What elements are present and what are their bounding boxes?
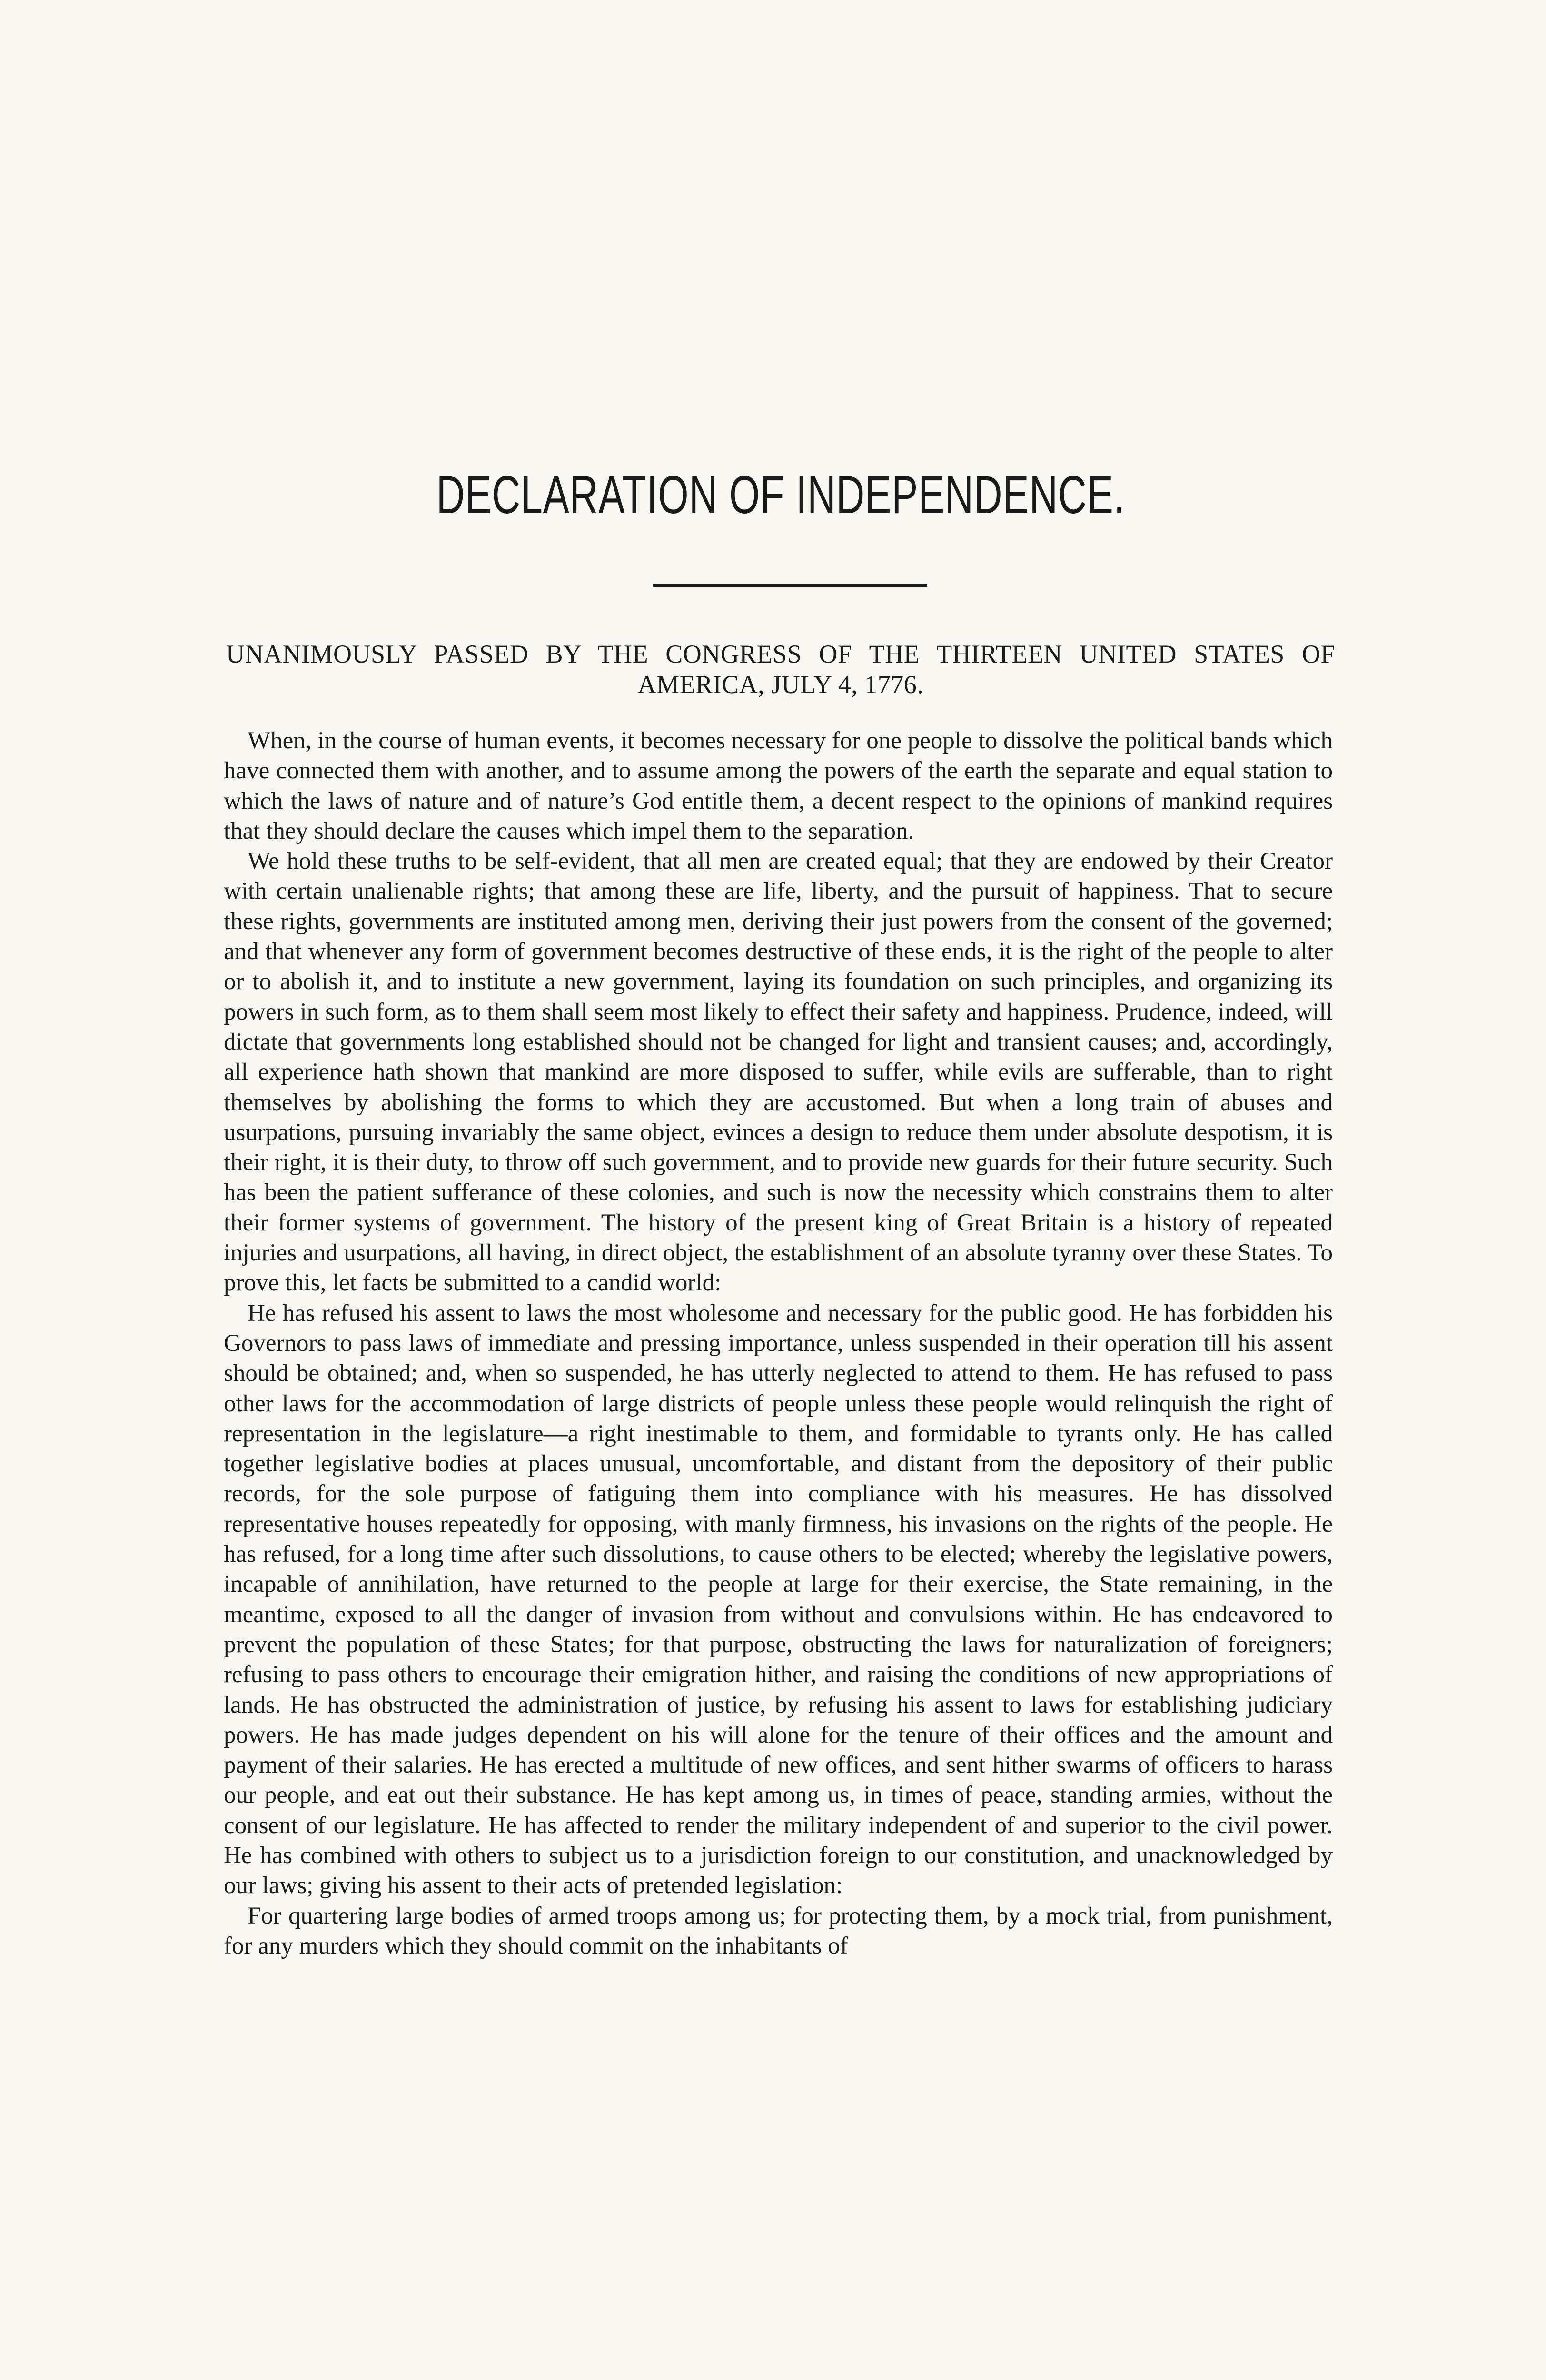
paragraph: When, in the course of human events, it becomes necessary for one people to dissolve the political bands which have connected them with another, and to assume among the powers of the earth the separate and equal station to which the laws of nature and of nature’s God entitle them, a decent respect to the opinions of mankind requires that they should declare the causes which impel them to the separation.: [224, 727, 1333, 844]
paragraph: We hold these truths to be self-evident, that all men are created equal; that they are endowed by their Creator with certain unalienable rights; that among these are life, liberty, and the pursuit of happiness. That to secure these rights, governments are instituted among men, deriving their just powers from the consent of the governed; and that whenever any form of government becomes destructive of these ends, it is the right of the people to alter or to abolish it, and to institute a new government, laying its foundation on such principles, and organizing its powers in such form, as to them shall seem most likely to effect their safety and happiness. Prudence, indeed, will dictate that governments long established should not be changed for light and transient causes; and, accordingly, all experience hath shown that mankind are more disposed to suffer, while evils are sufferable, than to right themselves by abolishing the forms to which they are accustomed. But when a long train of abuses and usurpations, pursuing invariably the same object, evinces a design to reduce them under absolute despotism, it is their right, it is their duty, to throw off such government, and to provide new guards for their future security. Such has been the patient sufferance of these colonies, and such is now the necessity which constrains them to alter their former systems of government. The history of the present king of Great Britain is a history of repeated injuries and usurpations, all having, in direct object, the establishment of an absolute tyranny over these States. To prove this, let facts be submitted to a candid world:: [224, 848, 1333, 1297]
page-title: DECLARATION OF INDEPENDENCE.: [436, 465, 1125, 525]
title-divider: [653, 584, 927, 587]
body-text: [224, 726, 1333, 1961]
subtitle: UNANIMOUSLY PASSED BY THE CONGRESS OF THE THIRTEEN UNITED STATES OF AMERICA, JULY 4, 1776.: [226, 640, 1335, 699]
paragraph: He has refused his assent to laws the most wholesome and necessary for the public good. He has forbidden his Governors to pass laws of immediate and pressing importance, unless suspended in their operation till his assent should be obtained; and, when so suspended, he has utterly neglected to attend to them. He has refused to pass other laws for the accommodation of large districts of people unless these people would relinquish the right of representation in the legislature—a right inestimable to them, and formidable to tyrants only. He has called together legislative bodies at places unusual, uncomfortable, and distant from the depository of their public records, for the sole purpose of fatiguing them into compliance with his measures. He has dissolved representative houses repeatedly for opposing, with manly firmness, his invasions on the rights of the people. He has refused, for a long time after such dissolutions, to cause others to be elected; whereby the legislative powers, incapable of annihilation, have returned to the people at large for their exercise, the State remaining, in the meantime, exposed to all the danger of invasion from without and convulsions within. He has endeavored to prevent the population of these States; for that purpose, obstructing the laws for naturalization of foreigners; refusing to pass others to encourage their emigration hither, and raising the conditions of new appropriations of lands. He has obstructed the administration of justice, by refusing his assent to laws for establishing judiciary powers. He has made judges dependent on his will alone for the tenure of their offices and the amount and payment of their salaries. He has erected a multitude of new offices, and sent hither swarms of officers to harass our people, and eat out their substance. He has kept among us, in times of peace, standing armies, without the consent of our legislature. He has affected to render the military independent of and superior to the civil power. He has combined with others to subject us to a jurisdiction foreign to our constitution, and unacknowledged by our laws; giving his assent to their acts of pretended legislation:: [224, 1299, 1333, 1899]
paragraph: For quartering large bodies of armed troops among us; for protecting them, by a mock trial, from punishment, for any murders which they should commit on the inhabitants of: [224, 1902, 1333, 1959]
